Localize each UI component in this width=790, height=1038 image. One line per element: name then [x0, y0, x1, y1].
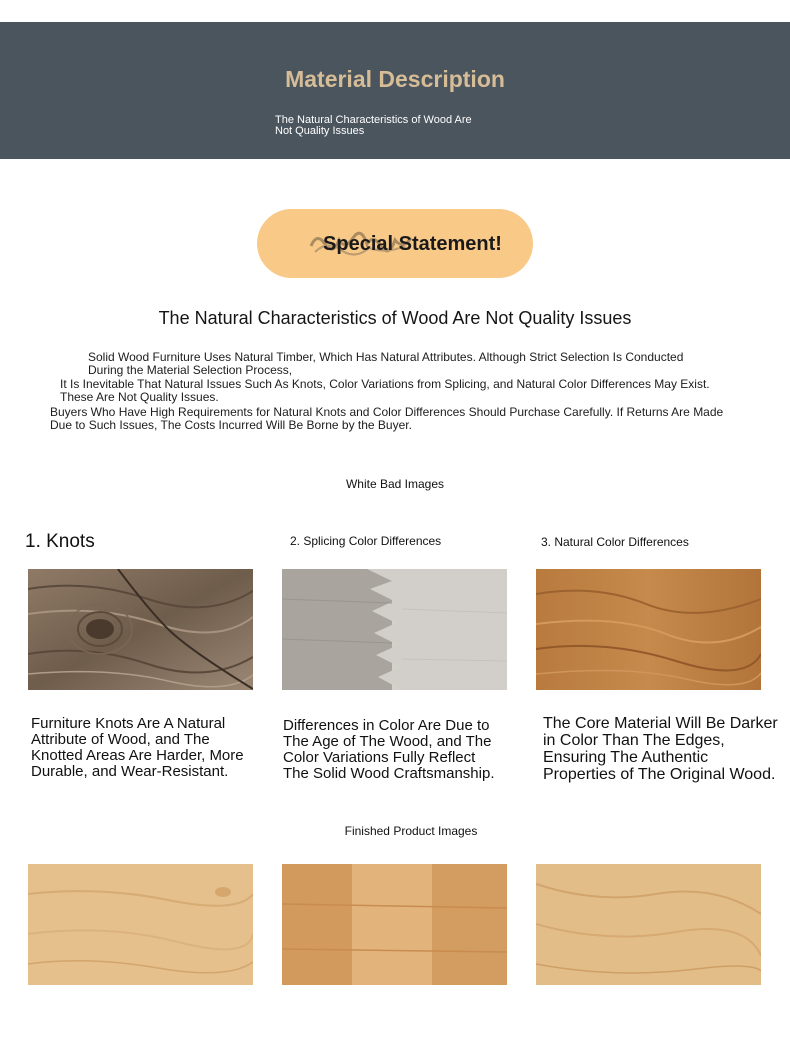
- caption-line: The Solid Wood Craftsmanship.: [283, 765, 495, 782]
- caption-line: Differences in Color Are Due to: [283, 717, 490, 734]
- paragraph-line: These Are Not Quality Issues.: [60, 390, 219, 404]
- paragraph-line: During the Material Selection Process,: [88, 363, 293, 377]
- caption-line: The Age of The Wood, and The: [283, 733, 492, 750]
- special-statement-badge: [257, 209, 533, 278]
- splicing-wood-photo: [282, 569, 507, 690]
- category-title-splicing: 2. Splicing Color Differences: [290, 534, 442, 548]
- caption-line: Durable, and Wear-Resistant.: [31, 763, 229, 780]
- splicing-caption: [283, 718, 495, 782]
- banner-subtitle: [275, 115, 515, 137]
- knots-wood-photo: [28, 569, 253, 690]
- special-statement-label: Special Statement!: [323, 233, 502, 255]
- paragraph-line: Solid Wood Furniture Uses Natural Timber, Which Has Natural Attributes. Although Strict Selection Is Conducted: [88, 350, 684, 364]
- caption-line: Knotted Areas Are Harder, More: [31, 747, 244, 764]
- caption-line: Ensuring The Authentic: [543, 749, 709, 766]
- banner-subtitle-line: Not Quality Issues: [275, 125, 365, 137]
- header-banner: [0, 22, 790, 159]
- paragraph-line: Due to Such Issues, The Costs Incurred Will Be Borne by the Buyer.: [50, 418, 412, 432]
- finished-wood-photo-3: [536, 864, 761, 985]
- section-heading: The Natural Characteristics of Wood Are Not Quality Issues: [158, 308, 632, 328]
- category-title-knots: 1. Knots: [25, 531, 95, 552]
- paragraph-line: Buyers Who Have High Requirements for Natural Knots and Color Differences Should Purchase Carefully. If Returns Are Made: [50, 405, 724, 419]
- caption-line: Color Variations Fully Reflect: [283, 749, 476, 766]
- caption-line: Attribute of Wood, and The: [31, 731, 210, 748]
- finished-wood-photo-2: [282, 864, 507, 985]
- knots-caption: [31, 716, 244, 780]
- finished-wood-photo-1: [28, 864, 253, 985]
- bad-images-label: White Bad Images: [345, 477, 445, 491]
- natural-color-wood-photo: [536, 569, 761, 690]
- category-title-natural-color: 3. Natural Color Differences: [541, 535, 689, 549]
- caption-line: Furniture Knots Are A Natural: [31, 715, 226, 732]
- banner-subtitle-line: The Natural Characteristics of Wood Are: [275, 114, 472, 126]
- caption-line: The Core Material Will Be Darker: [543, 715, 778, 732]
- finished-images-label: Finished Product Images: [344, 824, 478, 838]
- natural-color-caption: [543, 715, 778, 783]
- banner-title: Material Description: [285, 66, 505, 92]
- caption-line: Properties of The Original Wood.: [543, 766, 776, 783]
- caption-line: in Color Than The Edges,: [543, 732, 725, 749]
- paragraph-line: It Is Inevitable That Natural Issues Such As Knots, Color Variations from Splicing, and Natural Color Differences May Exist.: [60, 377, 710, 391]
